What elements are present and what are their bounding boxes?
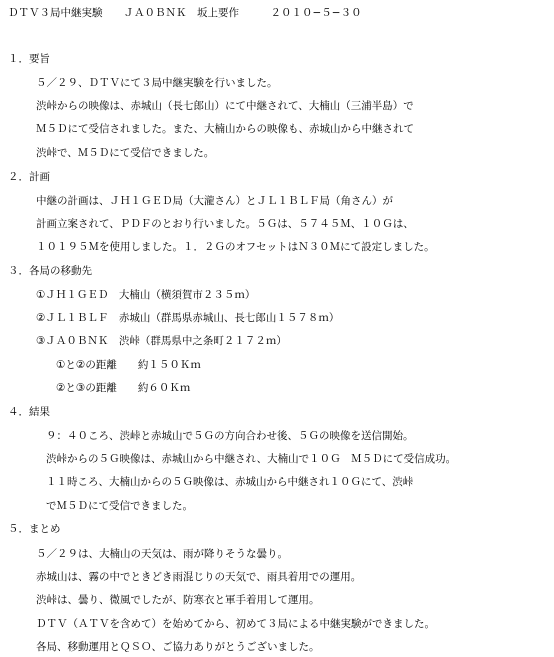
section-heading-conclusion: ５．まとめ [8,523,61,535]
summary-line: Ｍ５Ｄにて受信されました。また、大楠山からの映像も、赤城山から中継されて [36,123,414,135]
results-line: ９：４０ころ、渋峠と赤城山で５Ｇの方向合わせ後、５Ｇの映像を送信開始。 [46,430,414,442]
results-line: １１時ころ、大楠山からの５Ｇ映像は、赤城山から中継され１０Ｇにて、渋峠 [46,476,414,488]
plan-line: 中継の計画は、ＪＨ１ＧＥＤ局（大瀧さん）とＪＬ１ＢＬＦ局（角さん）が [36,195,393,207]
conclusion-line: ＤＴＶ（ＡＴＶを含めて）を始めてから、初めて３局による中継実験ができました。 [36,618,435,630]
section-heading-results: ４．結果 [8,406,50,418]
section-heading-locations: ３．各局の移動先 [8,265,92,277]
conclusion-line: 赤城山は、霧の中でときどき雨混じりの天気で、雨具着用での運用。 [36,571,362,583]
document-header: ＤＴＶ３局中継実験 ＪＡ０ＢＮＫ 坂上要作 ２０１０−５−３０ [8,7,362,19]
plan-line: 計画立案されて、ＰＤＦのとおり行いました。５Ｇは、５７４５Ｍ、１０Ｇは、 [36,218,414,230]
location-line: ③ＪＡ０ＢＮＫ 渋峠（群馬県中之条町２１７２ｍ） [36,335,287,347]
distance-line: ①と②の距離 約１５０Ｋｍ [56,359,201,371]
summary-line: ５／２９、ＤＴＶにて３局中継実験を行いました。 [36,77,278,89]
section-heading-plan: ２．計画 [8,171,50,183]
plan-line: １０１９５Ｍを使用しました。１．２ＧのオフセットはＮ３０Ｍにて設定しました。 [36,241,435,253]
section-heading-summary: １．要旨 [8,53,50,65]
distance-line: ②と③の距離 約６０Ｋｍ [56,382,191,394]
location-line: ①ＪＨ１ＧＥＤ 大楠山（横須賀市２３５ｍ） [36,289,256,301]
location-line: ②ＪＬ１ＢＬＦ 赤城山（群馬県赤城山、長七郎山１５７８ｍ） [36,312,340,324]
conclusion-line: ５／２９は、大楠山の天気は、雨が降りそうな曇り。 [36,548,288,560]
results-line: 渋峠からの５Ｇ映像は、赤城山から中継され、大楠山で１０Ｇ Ｍ５Ｄにて受信成功。 [46,453,457,465]
results-line: でＭ５Ｄにて受信できました。 [46,500,193,512]
conclusion-line: 渋峠は、曇り、微風でしたが、防寒衣と軍手着用して運用。 [36,594,320,606]
conclusion-line: 各局、移動運用とＱＳＯ、ご協力ありがとうございました。 [36,641,320,653]
summary-line: 渋峠からの映像は、赤城山（長七郎山）にて中継されて、大楠山（三浦半島）で [36,100,414,112]
summary-line: 渋峠で、Ｍ５Ｄにて受信できました。 [36,147,215,159]
